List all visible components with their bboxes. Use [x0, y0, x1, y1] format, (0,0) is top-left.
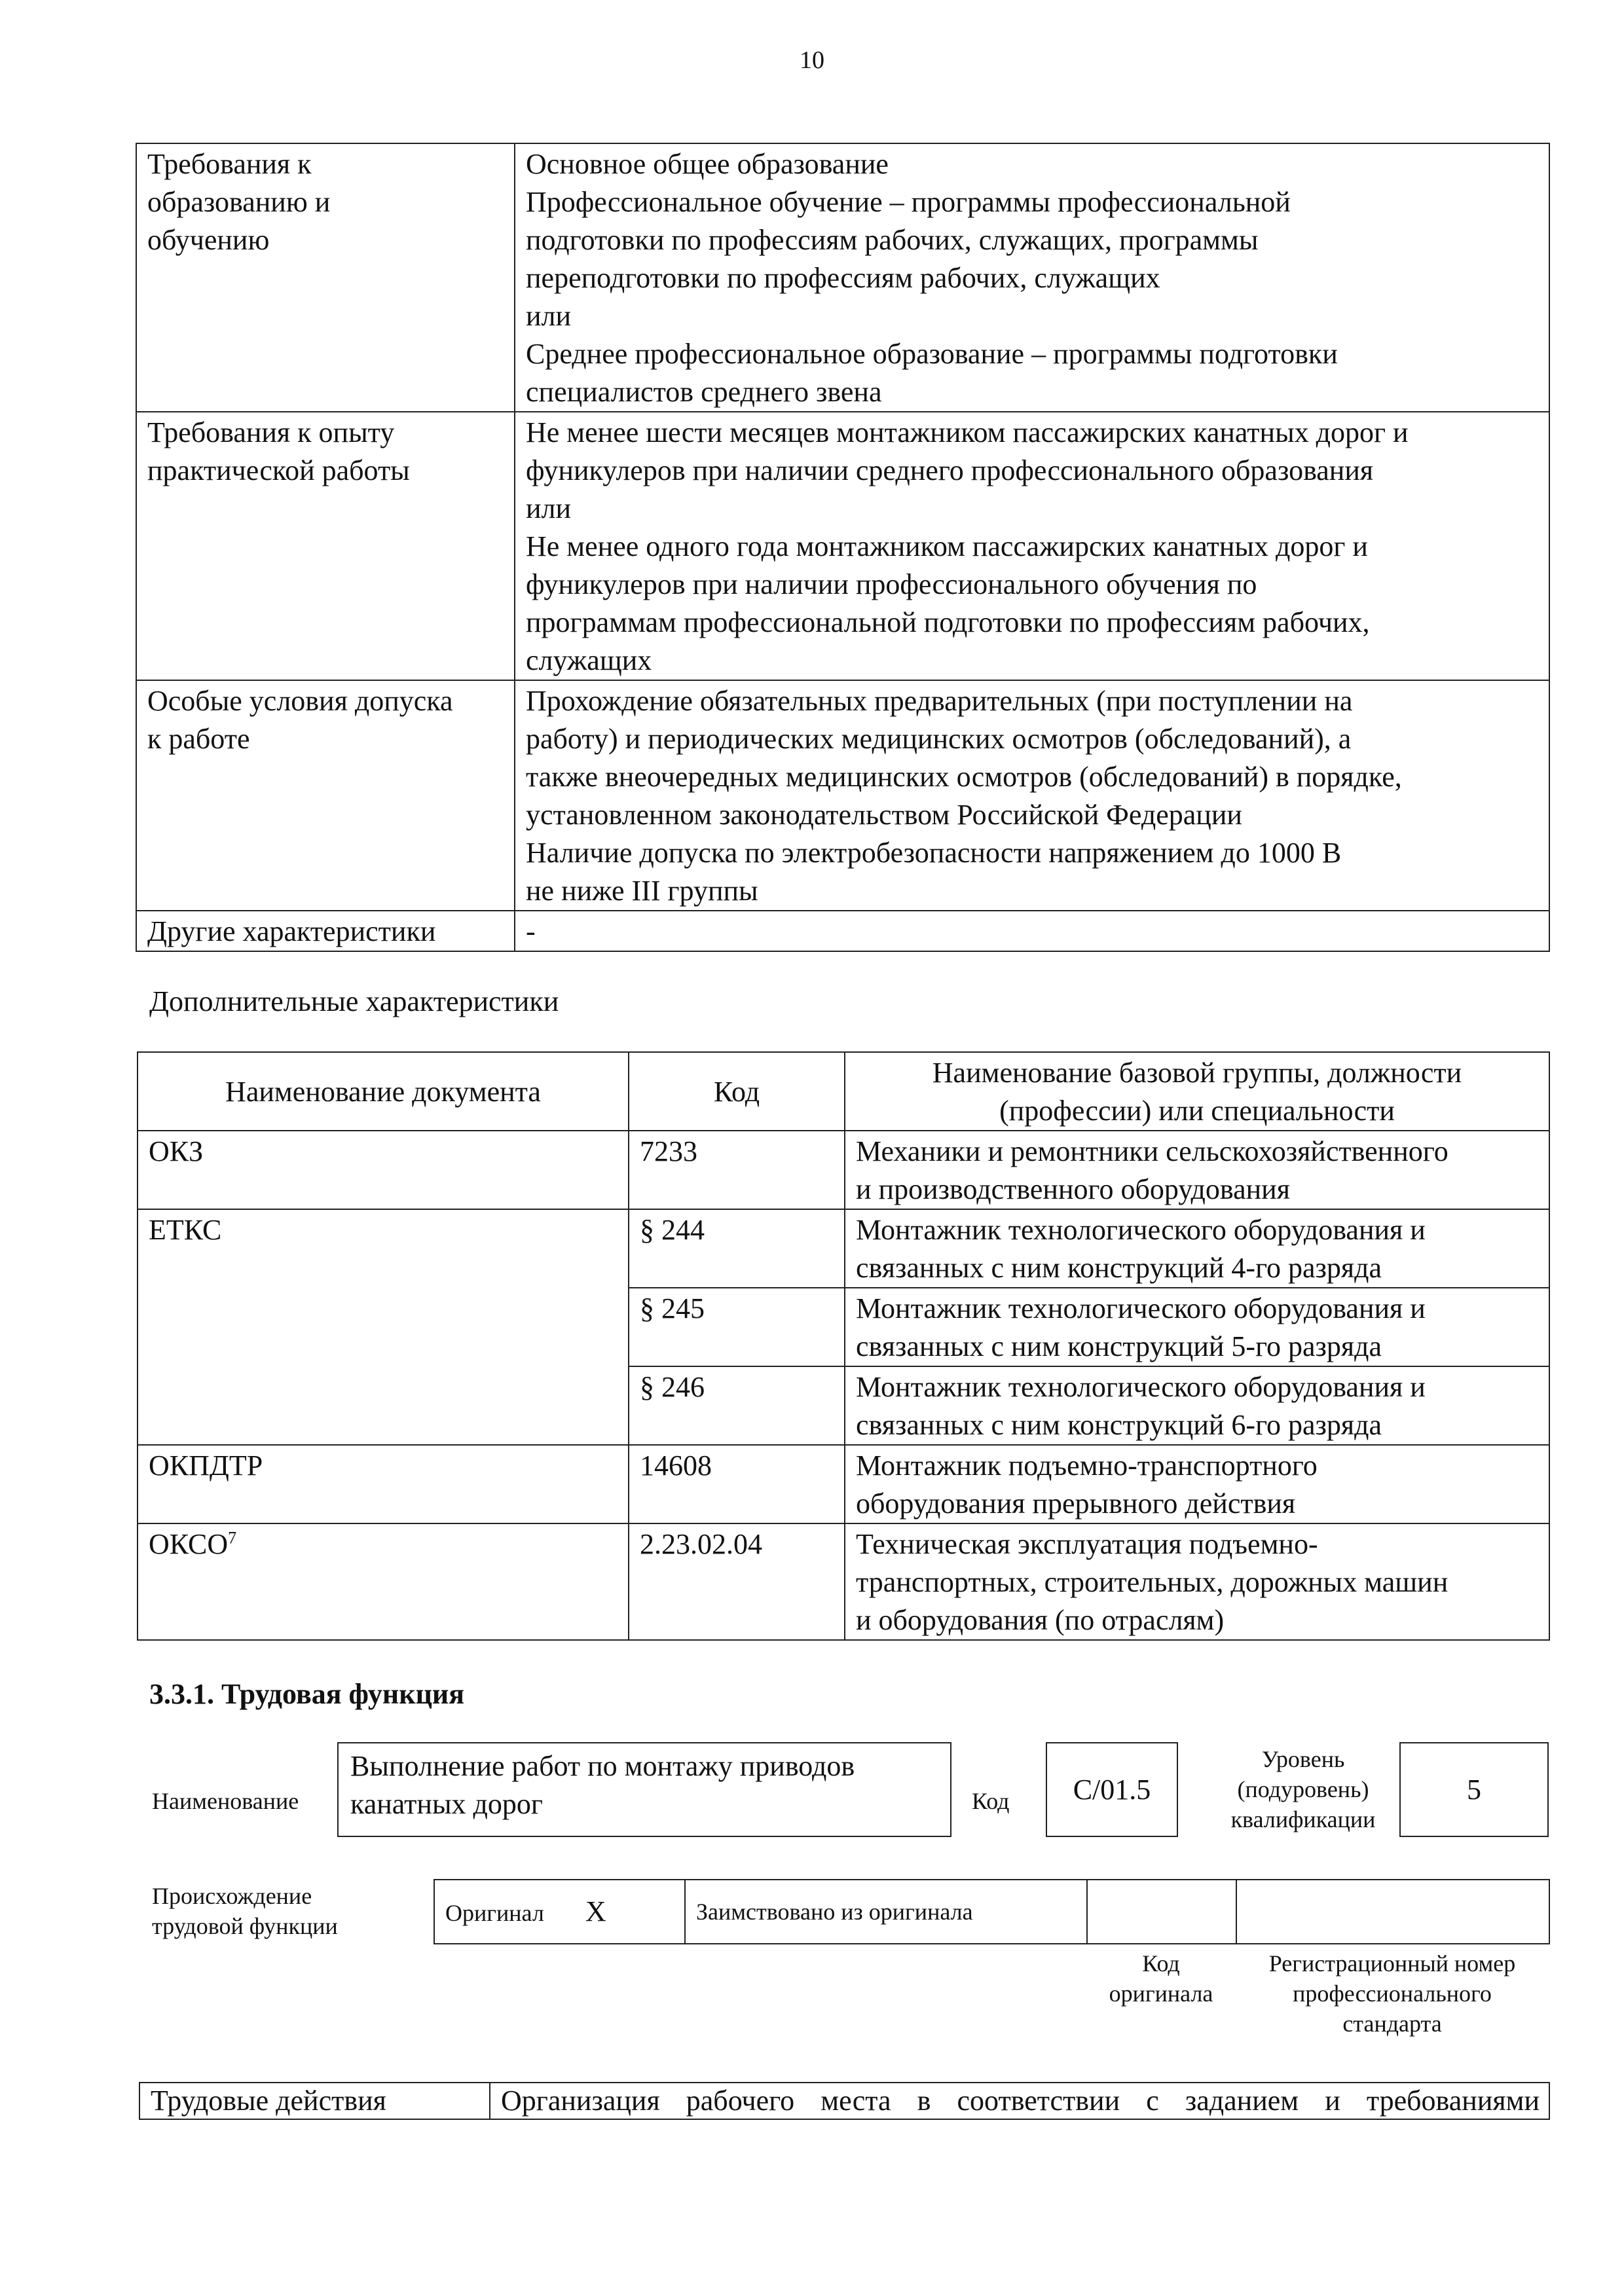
original-cell: Оригинал X [434, 1880, 685, 1944]
requirements-table [136, 143, 1550, 952]
code-cell: 7233 [629, 1131, 845, 1209]
header-code: Код [629, 1052, 845, 1131]
header-doc: Наименование документа [138, 1052, 629, 1131]
requirement-label: Требования к опыту практической работы [136, 412, 515, 680]
table-row [434, 1880, 1549, 1944]
name-cell: Техническая эксплуатация подъемно- транспортных, строительных, дорожных машин и оборудования (по отраслям) [845, 1523, 1549, 1640]
code-value-box: C/01.5 [1046, 1742, 1178, 1837]
header-name: Наименование базовой группы, должности (профессии) или специальности [845, 1052, 1549, 1131]
actions-label: Трудовые действия [139, 2083, 490, 2119]
requirement-label: Другие характеристики [136, 911, 515, 951]
table-header-row [138, 1052, 1549, 1131]
requirement-content: - [515, 911, 1549, 951]
requirement-content: Прохождение обязательных предварительных (при поступлении на работу) и периодических медицинских осмотров (обследований), а также внеочередных медицинских осмотров (обследований) в порядке, установленном законодательством Российской Федерации Наличие допуска по электробезопасности напряжением до 1000 В не ниже III группы [515, 680, 1549, 911]
page-number: 10 [800, 46, 824, 74]
original-mark: X [585, 1895, 606, 1927]
section-title: 3.3.1. Трудовая функция [149, 1678, 465, 1710]
code-cell: § 244 [629, 1209, 845, 1288]
requirement-label: Требования к образованию и обучению [136, 143, 515, 412]
table-row [138, 1209, 1549, 1288]
doc-cell: ЕТКС [138, 1209, 629, 1445]
code-cell: § 245 [629, 1288, 845, 1366]
origin-label: Происхождение трудовой функции [152, 1883, 338, 1939]
table-row [139, 2083, 1549, 2119]
table-row [138, 1445, 1549, 1523]
reg-number-cell [1236, 1880, 1549, 1944]
footnote-mark: 7 [228, 1528, 237, 1548]
table-row [136, 143, 1549, 412]
doc-cell: ОКСО$^7$ [138, 1523, 629, 1640]
name-cell: Монтажник подъемно-транспортного оборудования прерывного действия [845, 1445, 1549, 1523]
code-original-cell [1087, 1880, 1236, 1944]
origin-table [434, 1879, 1550, 1944]
borrowed-cell: Заимствовано из оригинала [685, 1880, 1087, 1944]
actions-table [139, 2082, 1550, 2120]
actions-text: Организация рабочего места в соответствии с заданием и требованиями [490, 2083, 1549, 2119]
code-cell: 2.23.02.04 [629, 1523, 845, 1640]
name-cell: Монтажник технологического оборудования и связанных с ним конструкций 4-го разряда [845, 1209, 1549, 1288]
additional-heading: Дополнительные характеристики [149, 985, 559, 1017]
table-row [136, 412, 1549, 680]
additional-table [137, 1051, 1550, 1641]
code-cell: § 246 [629, 1366, 845, 1445]
table-row [136, 680, 1549, 911]
doc-cell: ОКПДТР [138, 1445, 629, 1523]
table-row [136, 911, 1549, 951]
table-row [138, 1523, 1549, 1640]
name-label: Наименование [152, 1788, 299, 1814]
reg-number-caption: Регистрационный номер профессионального стандарта [1268, 1950, 1516, 2037]
name-cell: Монтажник технологического оборудования и связанных с ним конструкций 5-го разряда [845, 1288, 1549, 1366]
requirement-content: Не менее шести месяцев монтажником пассажирских канатных дорог и фуникулеров при наличии среднего профессионального образования или Не менее одного года монтажником пассажирских канатных дорог и фуникулеров при наличии профессионального обучения по программам профессиональной подготовки по профессиям рабочих, служащих [515, 412, 1549, 680]
name-cell: Механики и ремонтники сельскохозяйственного и производственного оборудования [845, 1131, 1549, 1209]
code-cell: 14608 [629, 1445, 845, 1523]
requirement-content: Основное общее образование Профессиональное обучение – программы профессиональной подготовки по профессиям рабочих, служащих, программы переподготовки по профессиям рабочих, служащих или Среднее профессиональное образование – программы подготовки специалистов среднего звена [515, 143, 1549, 412]
code-original-caption: Код оригинала [1109, 1950, 1213, 2007]
code-label: Код [972, 1788, 1010, 1814]
level-value-box: 5 [1399, 1742, 1549, 1837]
name-cell: Монтажник технологического оборудования и связанных с ним конструкций 6-го разряда [845, 1366, 1549, 1445]
level-label: Уровень (подуровень) квалификации [1230, 1746, 1376, 1832]
requirement-label: Особые условия допуска к работе [136, 680, 515, 911]
table-row [138, 1131, 1549, 1209]
function-name-box: Выполнение работ по монтажу приводов канатных дорог [337, 1742, 951, 1837]
doc-cell: ОКЗ [138, 1131, 629, 1209]
